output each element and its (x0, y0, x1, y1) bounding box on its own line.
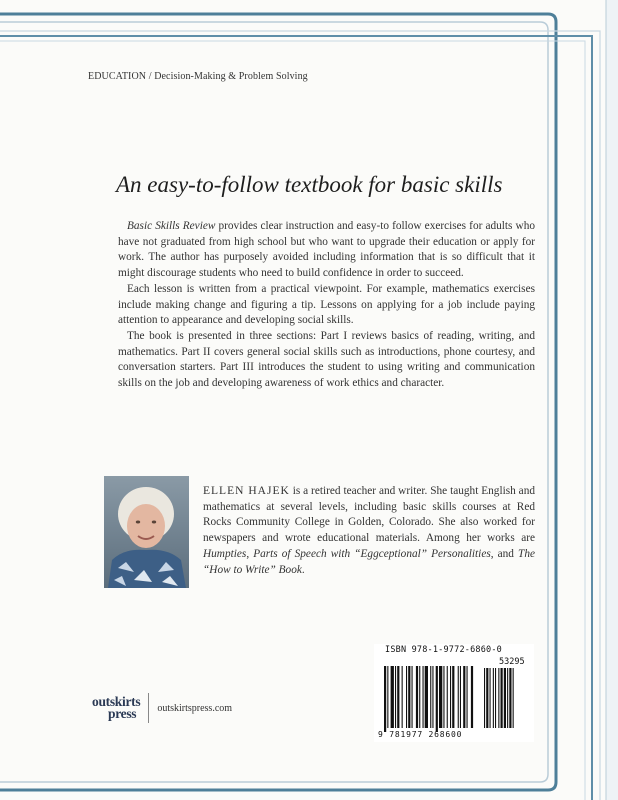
barcode-addon-bar (484, 668, 485, 728)
barcode-bar (447, 666, 448, 728)
barcode-addon-bar (507, 668, 508, 728)
barcode-addon-bar (495, 668, 496, 728)
barcode-bar (443, 666, 444, 728)
barcode-addon-bar (498, 668, 499, 728)
barcode-bar (471, 666, 473, 728)
barcode-bar (436, 666, 438, 732)
category-label: EDUCATION / Decision-Making & Problem Solving (88, 71, 308, 82)
author-photo (104, 476, 189, 588)
author-work-1: Humpties (203, 547, 247, 560)
barcode-addon-bar (493, 668, 494, 728)
ean-number: 9 781977 268600 (378, 730, 463, 739)
author-bio-separator: , (246, 547, 254, 560)
barcode-addon-bar (501, 668, 503, 728)
barcode-addon-bar (513, 668, 514, 728)
barcode-bar (450, 666, 451, 728)
author-work-2: Parts of Speech with “Eggceptional” Personalities (253, 547, 491, 560)
barcode-bar (391, 666, 394, 728)
publisher-divider (148, 693, 149, 723)
barcode-bar (384, 666, 386, 732)
description-paragraph-2: Each lesson is written from a practical viewpoint. For example, mathematics exercises include making change and figuring a tip. Lessons on applying for a job include paying attention to appearance and developing social skills. (118, 282, 535, 327)
barcode-bar (452, 666, 454, 728)
barcode-bar (463, 666, 465, 728)
barcode-bar (432, 666, 433, 728)
barcode-bar (430, 666, 431, 728)
barcode-bar (467, 666, 468, 728)
barcode-bar (458, 666, 459, 728)
barcode-bar (412, 666, 413, 728)
barcode-bar (425, 666, 428, 728)
author-name: ELLEN HAJEK (203, 485, 290, 497)
description-paragraph-1 (118, 219, 535, 282)
publisher-logo-line-1: outskirts (92, 694, 141, 709)
barcode-bar (416, 666, 418, 728)
barcode-bar (406, 666, 407, 728)
author-bio-end: . (301, 563, 305, 576)
author-bio-separator: , and (490, 547, 519, 560)
price-code: 53295 (499, 657, 525, 667)
tagline: An easy-to-follow textbook for basic skills (116, 172, 503, 197)
barcode-bar (402, 666, 403, 728)
barcode-bar (408, 666, 410, 728)
book-description (118, 219, 535, 392)
publisher-block (92, 690, 232, 726)
publisher-website: outskirtspress.com (157, 702, 233, 714)
barcode-addon-bar (509, 668, 511, 728)
barcode-bar (439, 666, 442, 728)
barcode-bar (397, 666, 399, 728)
barcode-addon-bar (504, 668, 506, 728)
description-paragraph-3: The book is presented in three sections: Part I reviews basics of reading, writing, and mathematics. Part II covers general social skills such as introductions, phone courtesy, and conversation starters. Part III introduces the student to using writing and communication skills on the job and developing awareness of work ethics and character. (118, 329, 535, 390)
barcode-bar (387, 666, 388, 728)
author-bio (203, 484, 535, 578)
author-work-3: The “How to Write” Book (203, 547, 535, 576)
barcode-bar (419, 666, 420, 728)
description-paragraph-1-text: provides clear instruction and easy-to follow exercises for adults who have not graduated from high school but who want to upgrade their education or apply for work. The author has purposely avoided including information that is so difficult that it might discourage students who need to build confidence in order to succeed. (118, 220, 535, 280)
barcode-bar (395, 666, 396, 728)
barcode-bar (460, 666, 461, 728)
book-title: Basic Skills Review (127, 220, 216, 232)
barcode-bar (423, 666, 424, 728)
isbn-number: ISBN 978-1-9772-6860-0 (385, 645, 502, 655)
author-bio-text: is a retired teacher and writer. She taught English and mathematics at several levels, including basic skills courses at Red Rocks Community College in Golden, Colorado. She also worked for newspapers and wrote educational materials. Among her works are (203, 485, 535, 545)
publisher-logo (92, 696, 140, 720)
barcode-addon-bar (490, 668, 491, 728)
publisher-logo-line-2: press (108, 706, 137, 721)
barcode-addon-bar (486, 668, 488, 728)
